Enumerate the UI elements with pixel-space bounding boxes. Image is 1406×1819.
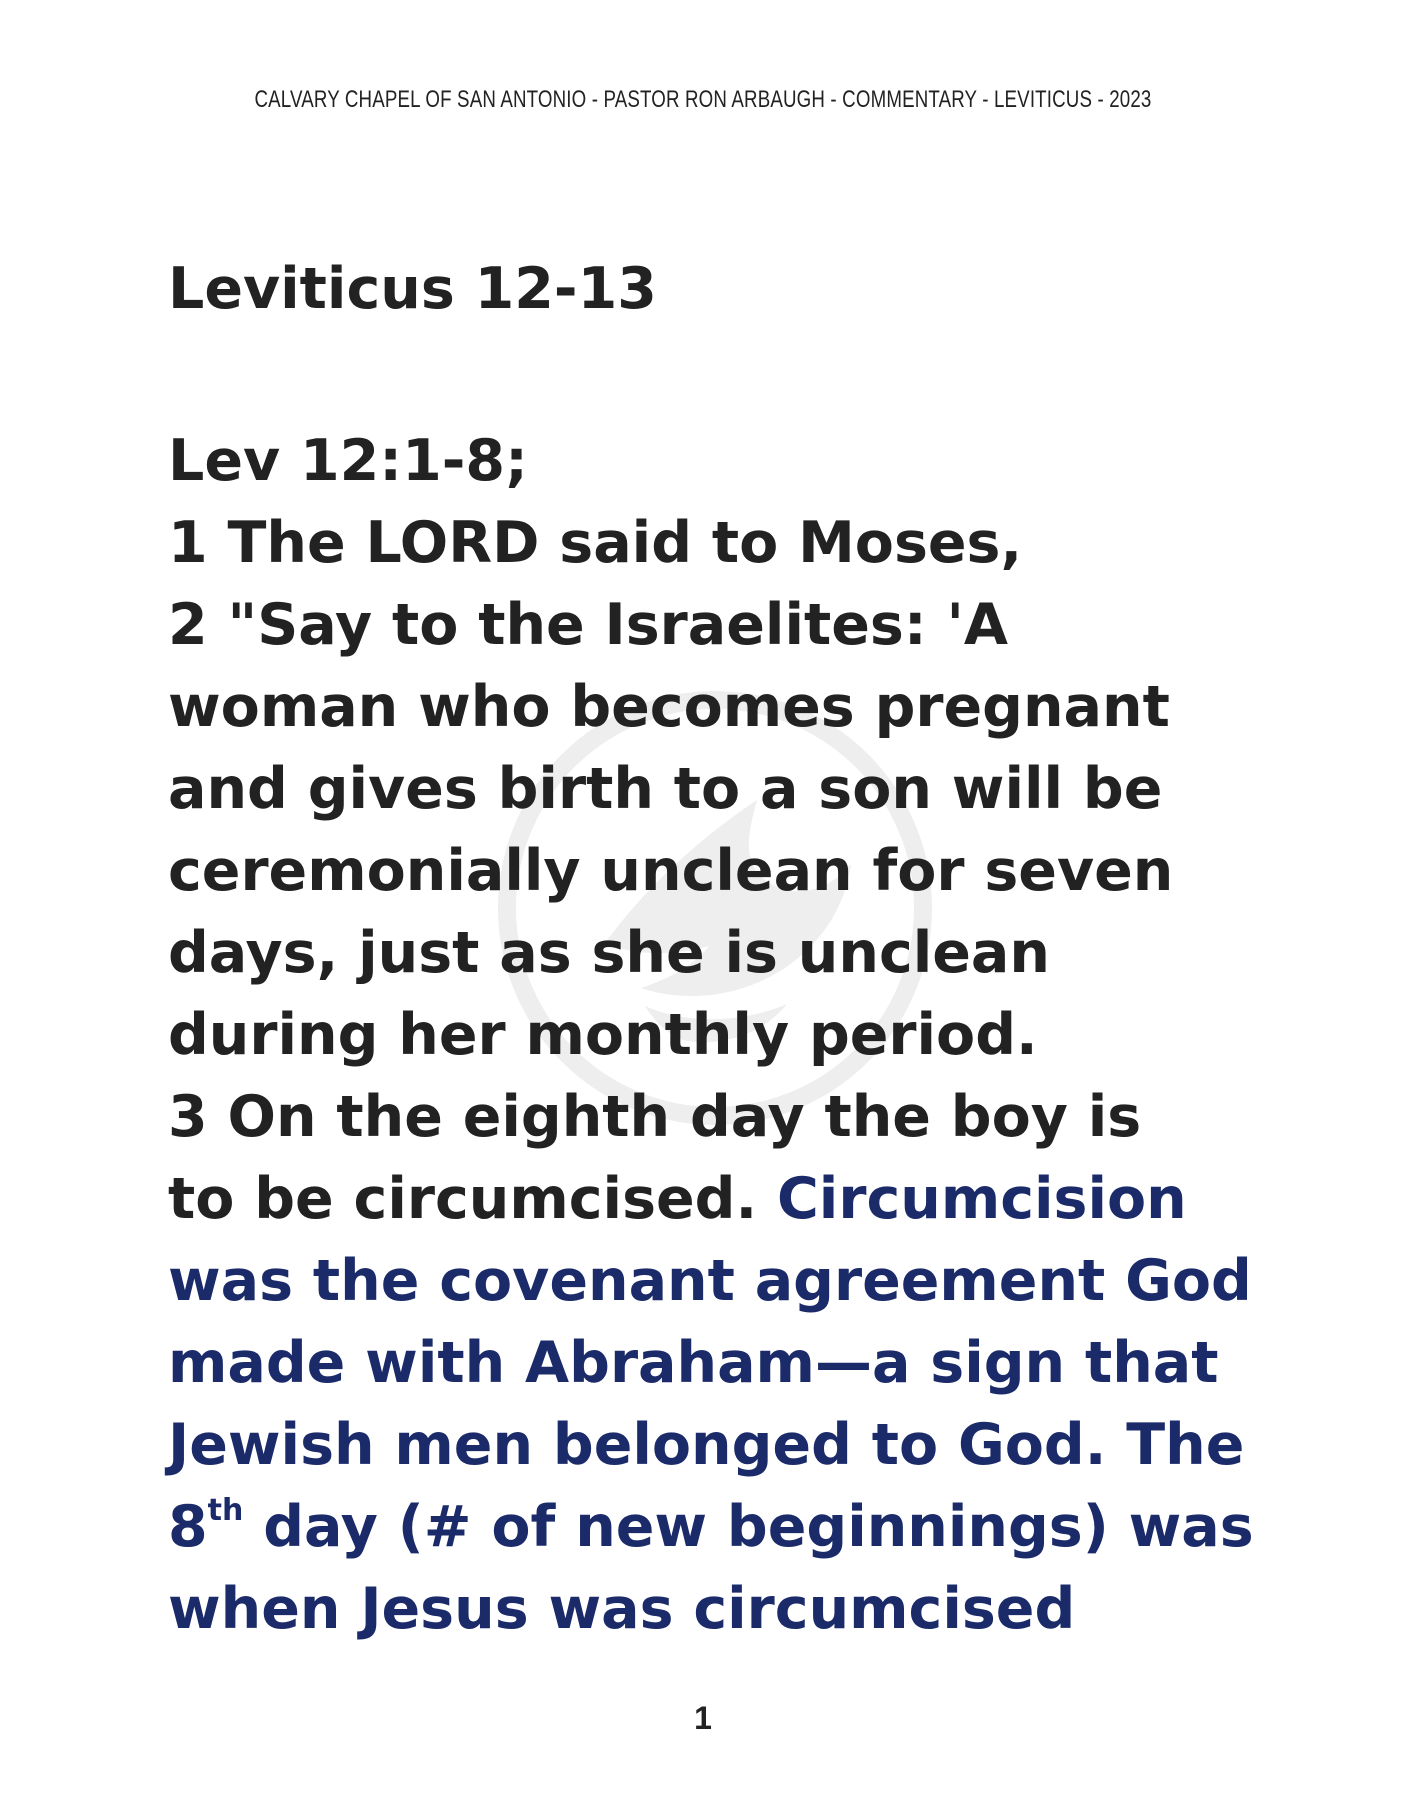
page-title: Leviticus 12-13 [168,256,657,322]
verse-line: during her monthly period. [168,1002,1038,1068]
page-number: 1 [694,1700,712,1736]
commentary-line: was the covenant agreement God [168,1248,1252,1314]
commentary-line: Jewish men belonged to God. The [168,1412,1245,1478]
verse-line-mixed [168,1158,1278,1240]
verse-line: 1 The LORD said to Moses, [168,510,1023,576]
ordinal-suffix: th [207,1493,244,1528]
ordinal-number: 8 [168,1494,208,1560]
verse-line: woman who becomes pregnant [168,674,1170,740]
verse-text: to be circumcised. [168,1166,777,1232]
commentary-text: day (# of new beginnings) was [243,1494,1254,1560]
running-header: CALVARY CHAPEL OF SAN ANTONIO - PASTOR RON ARBAUGH - COMMENTARY - LEVITICUS - 2023 [254,86,1152,113]
verse-line: ceremonially unclean for seven [168,838,1174,904]
passage-reference: Lev 12:1-8; [168,428,528,494]
verse-line: and gives birth to a son will be [168,756,1163,822]
verse-line: 3 On the eighth day the boy is [168,1084,1142,1150]
verse-line: days, just as she is unclean [168,920,1050,986]
document-body [168,252,1278,1650]
commentary-text: Circumcision [776,1166,1187,1232]
commentary-line [168,1486,1278,1568]
commentary-line: made with Abraham—a sign that [168,1330,1219,1396]
commentary-line: when Jesus was circumcised [168,1576,1076,1642]
verse-line: 2 "Say to the Israelites: 'A [168,592,1009,658]
